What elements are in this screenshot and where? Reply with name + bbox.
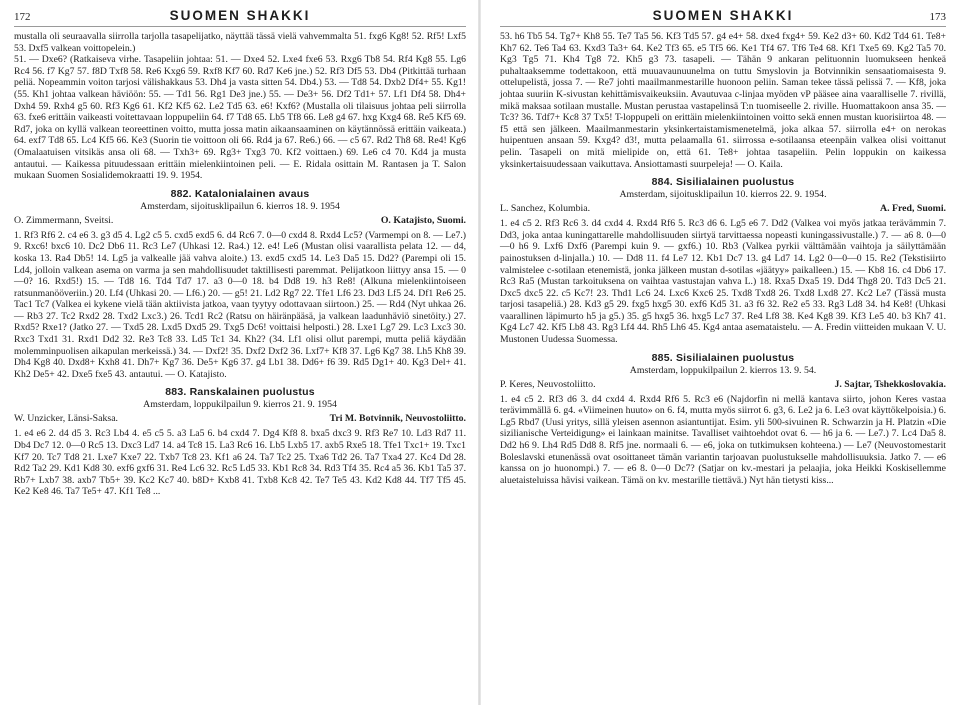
black-player-883: Tri M. Botvinnik, Neuvostoliitto. <box>329 413 466 425</box>
game-players-882 <box>14 215 466 227</box>
continuation-paragraph-2: 51. — Dxe6? (Ratkaiseva virhe. Tasapeliin johtaa: 51. — Dxe4 52. Lxe4 fxe6 53. Rxg6 Tb8 54. Rf4 Kg8 55. Lg6 Rc4 56. f7 Kg7 57. f8D Txf8 58. Re6 Kxg6 59. Rxf8 Kf7 60. Rd7 Ke6 jne.) 52. Rf3 Df5 53. Db4 (Pitkittää turhaan peliä. Nopeammin voiton tarjosi välishakkaus 53. Dh4 ja vasta sitten 54. Db4.) 53. — Td8 54. Dxb2 Df4+ 55. Kg1! (55. Kh1 johtaa valkean häviöön: 55. — Td1 56. Rg1 De3 jne.) 55. — De3+ 56. Df2 Td1+ 57. Lf1 Df4 58. Dh4+ Dxh4 59. Rxh4 g5 60. Rf3 Kg6 61. Kf2 Kf5 62. Le2 Td5 63. e6! Kxf6? (Mustalla oli tilaisuus johtaa peli siirrolla 63. fxe6 erittäin vaikeasti voitettavaan loppupeliin 64. f7 Td8 65. Lb5 Tf8 66. Le8 g4 67. hxg Kxg4 68. Re5 Kf5 69. Rd7, joka on kyllä valkean teoreettinen voitto, mutta jossa matin aikaansaaminen on käytännössä erittäin vaikeata.) 64. exf7 Td8 65. Lc4 Kf5 66. Ke3 (Suorin tie voittoon oli 66. Rd4 ja 67. Re6.) 66. — c5 67. Rd2 Th8 68. Re4! Kg6 (Omalaatuisen vitsikäs ansa oli 68. — Txh3+ 69. Rg3+ Txg3 70. Kf2 voittaen.) 69. Le6 c4 70. Kd4 ja musta antautui. — Kaikessa pituudessaan erittäin mielenkiintoinen peli. — E. Ridala osittain M. Rantasen ja T. Salon mukaan Suomen Sosialidemokraatti 19. 9. 1954. <box>14 54 466 182</box>
game-moves-884: 1. e4 c5 2. Rf3 Rc6 3. d4 cxd4 4. Rxd4 Rf6 5. Rc3 d6 6. Lg5 e6 7. Dd2 (Valkea voi myös jatkaa terävämmin 7. Dd3, joka antaa kuningattarelle mahdollisuuden siirtyä tarvittaessa nopeasti kuningassivustalle.) 7. — a6 8. 0—0—0 h6 9. Lxf6 Dxf6 (Parempi kuin 9. — gxf6.) 10. Rb3 (Valkea pyrkii välttämään vaihtoja ja säilyttämään painostuksen d-linjalla.) 10. — Dd8 11. f4 Le7 12. Kb1 Dc7 13. g4 Ld7 14. Lg2 0—0—0 15. Re2 (Tekstisiirto valmistelee c-sotilaan etenemistä, jonka jälkeen mustan d-sotilas «jäätyy» paikalleen.) 15. — Kb8 16. c4 Db6 17. Rc3 Ra5 (Mustan tarkoituksena on vaihtaa vastustajan vahva L.) 18. Rxa5 Dxa5 19. Dd4 Thg8 20. Td3 Dc5 21. Dxc5 dxc5 22. c5 Kc7! 23. Thd1 Lc6 24. Lxc6 Kxc6 25. Txd8 Txd8 26. Txd8 Lxd8 27. Kc2 Le7 (Tässä musta tarjosi tasapeliä.) 28. Kd3 g5 29. fxg5 hxg5 30. exf6 Kd5 31. a3 f6 32. Re2 e5 33. Rg3 Ld8 34. h4 Ke8! (Uhkasi vaarallinen läpimurto h5 ja g5.) 35. g5 hxg5 36. hxg5 Lc7 37. Re4 Lf8 38. Ke4 Kg8 39. Kf3 Le5 40. b3 Kh7 41. Kg4 Lc7 42. Kf5 Lb8 43. Rg3 Lf4 44. Rh5 Lh6 45. Kg4 antaa asemataistelu. — A. Fredin viitteiden mukaan V. U. Mustonen Uudessa Suomessa. <box>500 218 946 346</box>
game-players-884 <box>500 203 946 215</box>
game-venue-884: Amsterdam, sijoitusklipailun 10. kierros 22. 9. 1954. <box>619 189 827 201</box>
white-player-882: O. Zimmermann, Sveitsi. <box>14 214 114 226</box>
game-884 <box>500 176 946 346</box>
game-moves-885: 1. e4 c5 2. Rf3 d6 3. d4 cxd4 4. Rxd4 Rf6 5. Rc3 e6 (Najdorfin ni mellä kantava siirto, johon Keres vastaa terävimmällä 6. g4. «Viimeinen huuto» on 6. f4, mutta myös siirrot 6. g3, 6. Le2 ja 6. Le3 ovat käyttökelpoisia.) 6. Lg5 Rbd7 (Uusi yritys, sillä yleisen asennon asiantuntijat. Esim. yli 500-sivuinen R. Schwarzin ja H. Platzin «Die sizilianische Verteidigung» ei lainkaan mainitse. Tavalliset vaihtoehdot ovat 6. — h6 ja 6. — Le7.) 7. Lc4 Da5 8. Dd2 h6 9. Lh4 Rd5 Dd8 8. Rf5 jne. normaali 6. — e6, joka on tutkimuksen kohteena.) — Le7 (Neuvostomestarit Boleslavski etunenässä ovat osoittaneet tämän variantin tarjoavan puolustukselle mahdollisuuksia. Jatko 7. — e6 kanssa on jo huonompi.) 7. — e6 8. 0—0 Dc7? (Satjar on kv.-mestari ja pelaajia, joka Heikki Koskisellemme aluetaisteluissa hävisi vaikean. Tämä on kv. mestarille tiettävä.) Nyt hän tietysti kiss... <box>500 393 946 486</box>
game-883 <box>14 386 466 498</box>
game-venue-885: Amsterdam, loppukilpailun 2. kierros 13. 9. 54. <box>629 364 817 376</box>
black-player-884: A. Fred, Suomi. <box>880 203 946 215</box>
running-head-right <box>500 8 946 27</box>
white-player-883: W. Unzicker, Länsi-Saksa. <box>14 413 118 425</box>
game-venue-883: Amsterdam, loppukilpailun 9. kierros 21. 9. 1954 <box>143 399 337 411</box>
game-title-882: 882. Katalonialainen avaus <box>170 187 310 200</box>
running-title-left: SUOMEN SHAKKI <box>169 8 311 23</box>
black-player-885: J. Sajtar, Tshekkoslovakia. <box>834 378 946 390</box>
right-page <box>480 0 960 705</box>
continuation-paragraph-1: mustalla oli seuraavalla siirrolla tarjolla tasapelijatko, näyttää tässä vielä vahvemmalta 51. fxg6 Kg8! 52. Rf5! Lxf5 53. Dxf5 valkean voittopelein.) <box>14 31 466 54</box>
game-885 <box>500 352 946 487</box>
black-player-882: O. Katajisto, Suomi. <box>380 214 466 226</box>
game-moves-882: 1. Rf3 Rf6 2. c4 e6 3. g3 d5 4. Lg2 c5 5. cxd5 exd5 6. d4 Rc6 7. 0—0 cxd4 8. Rxd4 Lc5? (Varmempi on 8. — Le7.) 9. Rxc6! bxc6 10. Dc2 Db6 11. Rc3 Le7 (Uhkasi 12. Ra4.) 12. e4! Le6 (Mustan olisi vaarallista pelata 12. — d4, koska 13. Ra4 Db5! 14. Lg5 ja valkealle jää vahva aloite.) 13. exd5 cxd5 14. Le3 Da5 15. Dd2? (Parempi oli 15. Ld4, jolloin valkean asema on varma ja sen mahdollisuudet taktillisesti paremmat. Pelijatkoon liittyy ansa 15. — 0—0? 16. Rxd5!) 15. — Td8 16. Td4 Td7 17. a3 0—0 18. b4 Dd8 19. h3 Re8! (Alkuna mielenkiintoiseen ratsunmanööveriin.) 20. Lf4 (Uhkasi 20. — Lf6.) 20. — g5! 21. Ld2 Rg7 22. Tfe1 Lf6 23. Dd3 Lf5 24. Df1 Re6 25. Tac1 Tc7 (Valkea ei kykene vielä tään aktiivista jatkoa, vaan tyytyy odottavaan siirtoon.) 25. — Rd4 (Nyt uhkaa 26. — Rb3 27. Tc2 Rxd2 28. Txd2 Lxc3.) 26. Tcd1 Rc2 (Ratsu on häiränpääsä, ja valkean laadunhäviö sinetöity.) 27. Rxd5? Rxe1? (Jatko 27. — Txd5 28. Lxd5 Dxd5 29. Txg5 Dc6! voittaisi helposti.) 28. Lxe1 Lg7 29. Lc3 Lxc3 30. Rxc3 Txd1 31. Rxd1 Dd2 32. Re3 Tc8 33. Ld5 Tc1 34. Kh2? (34. Lf1 olisi ollut parempi, mutta peliä käydään molemminpuolisen aikapulan merkeissä.) 34. — Dxf2! 35. Dxf2 Dxf2 36. Lxf7+ Kf8 37. Lg6 Kg7 38. Lh5 Kh8 39. Dh4 Kg8 40. Dxd8+ Kxh8 41. Dh7+ Kg7 36. De5+ Kg6 37. g4 Lb1 38. Dd6+ f6 39. Rd5 Dg1+ 40. Kg3 Del+ 41. Kh2 De5+ 42. Dxe5 fxe5 43. antautui. — O. Katajisto. <box>14 229 466 380</box>
game-title-884: 884. Sisilialainen puolustus <box>651 176 795 189</box>
game-title-883: 883. Ranskalainen puolustus <box>165 386 315 399</box>
running-head-left <box>14 8 466 27</box>
page-number-left: 172 <box>14 11 31 23</box>
game-moves-883: 1. e4 e6 2. d4 d5 3. Rc3 Lb4 4. e5 c5 5. a3 La5 6. b4 cxd4 7. Dg4 Kf8 8. bxa5 dxc3 9. Rf3 Re7 10. Ld3 Rd7 11. Db4 Dc7 12. 0—0 Rc5 13. Dxc3 Ld7 14. a4 Tc8 15. La3 Rc6 16. Lb5 Lxb5 17. axb5 Rxe5 18. Tfe1 Txc1+ 19. Txc1 Kf7 20. Tc7 Td8 21. Lxe7 Kxe7 22. Txb7 Tc8 23. Kf1 a6 24. Ta7 Tc2 25. Txa6 Td2 26. Ta7 Txa4 27. Kc4 Dd 28. Rd2 Ta2 29. Kd1 Kd8 30. exf6 gxf6 31. Re4 Lc6 32. Rc5 Ld5 33. Kb1 Rc8 34. Rd3 Tf4 35. Rc4 a5 36. Kb1 Ta5 37. Rb7+ Lxb7 38. axb7 Tb5+ 39. Kc2 Kc7 40. b8D+ Kxb8 41. Txb8 Kc8 42. Te7 Te5 43. Kd2 Kd8 44. Tf7 Tf5 45. Ke2 Ke8 46. Ta7 Te5+ 47. Kf1 Te8 ... <box>14 428 466 498</box>
white-player-885: P. Keres, Neuvostoliitto. <box>500 378 596 390</box>
game-players-885 <box>500 379 946 391</box>
game-title-885: 885. Sisilialainen puolustus <box>651 351 795 364</box>
game-882 <box>14 188 466 381</box>
game-venue-882: Amsterdam, sijoitusklipailun 6. kierros 18. 9. 1954 <box>140 200 340 212</box>
white-player-884: L. Sanchez, Kolumbia. <box>500 203 591 215</box>
running-title-right: SUOMEN SHAKKI <box>652 8 794 23</box>
continuation-paragraph-right: 53. h6 Tb5 54. Tg7+ Kh8 55. Te7 Ta5 56. Kf3 Td5 57. g4 e4+ 58. dxe4 fxg4+ 59. Ke2 d3+ 60. Kd2 Td4 61. Te8+ Kh7 62. Te6 Ta4 63. Kxd3 Ta3+ 64. Ke2 Tf3 65. e5 Tf5 66. Ke1 Tf4 67. Tf6 Te4 68. Kf1 Txe5 69. Kg2 Ta5 70. Kg3 Tg5 71. Kh4 Tg8 72. Kh5 g3 73. tasapeli. — Tähän 9 ankaran pelituonnin luomukseen henkeä puhaltaaksemme todettakoon, että muuavaunuunelma on tuttu Smyslovin ja Botvinnikin sensaatiomaisesta 9. ottelupelistä, jossa 7. — Re7 johti maailmanmestarille huonoon peliin. Saman tekee tässä pelissä 7. — Kf8, joka johtaa suuriin K-sivustan kehittämisvaikeuksiin. Avautuvaa c-linjaa myöden vP pääsee aina vaaralliselle 7. rivillä, mikä maksaa sotilaan mustalle. Mustan perustaa vastapelinsä T:n tuomiseelle 2. riville. Huomattakoon ansa 35. — Tc3? 36. Tdf7+ Kc8 37 Tx5! T-loppupeli on erittäin mielenkiintoinen voitto sekä ennen mustan kuorisiirtoa 48. — f5 että sen jälkeen. Maailmanmestarin yksinkertaistamismenetelmä, joka alkaa 57. siirrolla e4+ on nerokas huipentuen ansaan 59. Kxg4? d3!, mutta pelaamalla 61. siirrossa e-sotilaansa eteenpäin valkea olisi voittanut pelin. Tasapeli on mitä mielipide on, että 61. Te8+ johtaa tasapeliin. Pelin loppukin on kaikessa yksinkertaisuudessaan vaikuttava. Ansiottamasti suurpeleja! — O. Kaila. <box>500 31 946 170</box>
game-players-883 <box>14 413 466 425</box>
page-number-right: 173 <box>929 11 946 23</box>
